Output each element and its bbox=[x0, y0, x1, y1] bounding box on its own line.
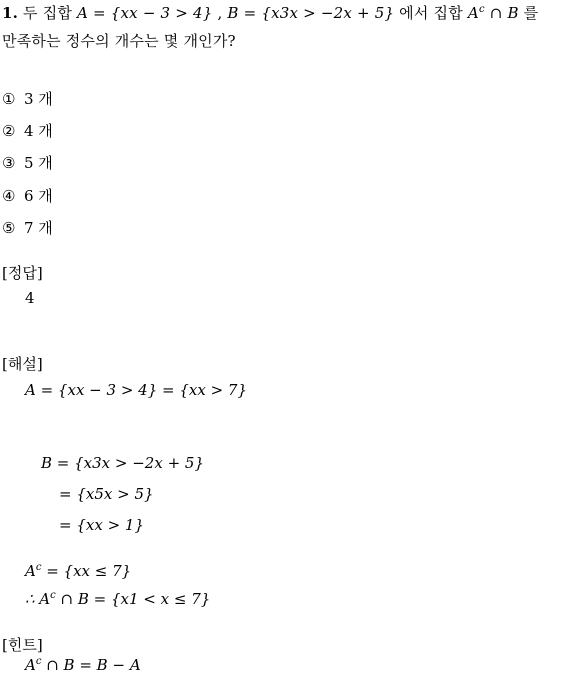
hint-base: A bbox=[25, 656, 36, 674]
complement-expr-base: A bbox=[467, 4, 479, 22]
choice-text: 7 개 bbox=[24, 219, 53, 237]
hint-formula bbox=[25, 656, 141, 674]
question-line-2: 만족하는 정수의 개수는 몇 개인가? bbox=[2, 32, 236, 50]
complement-rest: = {xx ≤ 7} bbox=[41, 562, 132, 580]
complement-expr-tail: ∩ B bbox=[484, 4, 519, 22]
choice-5[interactable] bbox=[2, 217, 53, 238]
hint-label: [힌트] bbox=[2, 636, 43, 654]
explanation-line-1: A = {xx − 3 > 4} = {xx > 7} bbox=[25, 381, 247, 399]
choice-mark: ① bbox=[2, 90, 16, 108]
complement-base: A bbox=[25, 562, 36, 580]
choice-text: 3 개 bbox=[24, 90, 53, 108]
choice-mark: ② bbox=[2, 122, 16, 140]
choice-1[interactable] bbox=[2, 88, 53, 109]
explanation-b-line-2: = {x5x > 5} bbox=[59, 485, 154, 503]
choice-mark: ④ bbox=[2, 187, 16, 205]
question-number: 1. bbox=[2, 4, 19, 22]
choice-2[interactable] bbox=[2, 120, 53, 141]
choice-text: 5 개 bbox=[24, 154, 53, 172]
answer-label: [정답] bbox=[2, 264, 43, 282]
question-text-c: 에서 집합 bbox=[394, 4, 468, 22]
explanation-conclusion bbox=[25, 590, 210, 608]
question-text-b: , bbox=[212, 4, 228, 22]
complement-expr-sup: c bbox=[478, 4, 485, 15]
conclusion-sup: c bbox=[50, 590, 56, 601]
set-a-definition: A = {xx − 3 > 4} bbox=[77, 4, 213, 22]
choice-3[interactable] bbox=[2, 152, 53, 173]
conclusion-pre: ∴ A bbox=[25, 590, 51, 608]
conclusion-rest: ∩ B = {x1 < x ≤ 7} bbox=[55, 590, 211, 608]
choice-4[interactable] bbox=[2, 185, 53, 206]
explanation-b-line-1: B = {x3x > −2x + 5} bbox=[41, 454, 205, 472]
choice-text: 6 개 bbox=[24, 187, 53, 205]
explanation-label: [해설] bbox=[2, 355, 43, 373]
question-text-a: 두 집합 bbox=[23, 4, 78, 22]
answer-value: 4 bbox=[25, 289, 35, 307]
set-b-definition: B = {x3x > −2x + 5} bbox=[227, 4, 395, 22]
complement-sup: c bbox=[35, 562, 42, 573]
hint-rest: ∩ B = B − A bbox=[41, 656, 141, 674]
choice-mark: ⑤ bbox=[2, 219, 16, 237]
choice-text: 4 개 bbox=[24, 122, 53, 140]
choice-mark: ③ bbox=[2, 154, 16, 172]
question-line-1 bbox=[2, 2, 538, 23]
hint-sup: c bbox=[35, 656, 42, 667]
explanation-complement bbox=[25, 562, 131, 580]
explanation-b-line-3: = {xx > 1} bbox=[59, 516, 144, 534]
question-text-d: 를 bbox=[518, 4, 539, 22]
